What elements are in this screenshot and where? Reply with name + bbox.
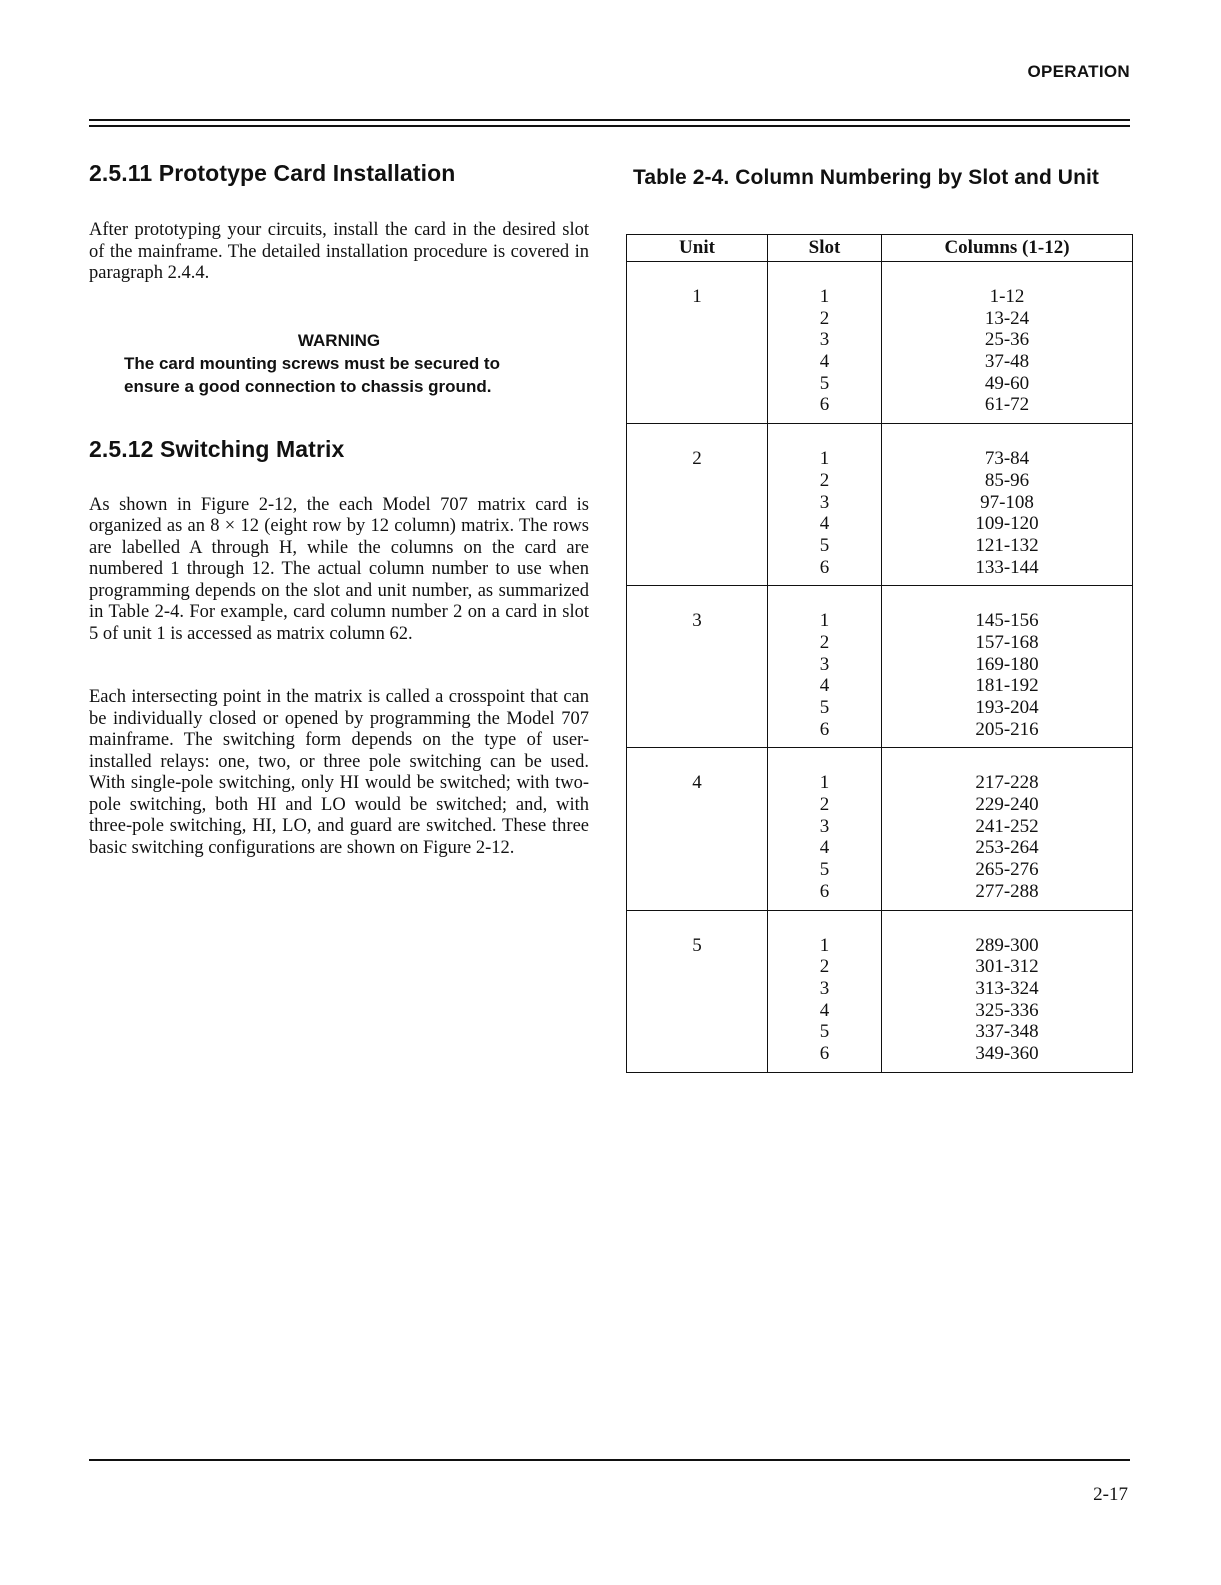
columns-cell bbox=[882, 262, 1133, 424]
paragraph-crosspoint: Each intersecting point in the matrix is called a crosspoint that can be individually closed or opened by programming the Model 707 mainframe. The switching form depends on the type of user-installed relays: one, two, or three pole switching can be used. With single-pole switching, only HI would be switched; with two-pole switching, both HI and LO would be switched; and, with three-pole switching, HI, LO, and guard are switched. These three basic switching configurations are shown on Figure 2-12. bbox=[89, 687, 589, 858]
table-row bbox=[627, 748, 1133, 910]
columns-cell bbox=[882, 586, 1133, 748]
section-title-prototype-card: 2.5.11 Prototype Card Installation bbox=[89, 160, 456, 186]
column-range-value: 37-48 bbox=[984, 351, 1030, 373]
table-body bbox=[627, 262, 1133, 1073]
table-row bbox=[627, 424, 1133, 586]
slot-value: 2 bbox=[819, 956, 830, 978]
slot-value: 4 bbox=[819, 351, 830, 373]
slot-value: 4 bbox=[819, 999, 830, 1021]
slot-value: 6 bbox=[819, 880, 830, 902]
slot-value: 5 bbox=[819, 697, 830, 718]
columns-cell bbox=[882, 748, 1133, 910]
column-range-value: 157-168 bbox=[975, 631, 1039, 653]
column-range-value: 277-288 bbox=[975, 880, 1039, 902]
slot-value: 4 bbox=[819, 675, 830, 697]
slot-value: 2 bbox=[819, 631, 830, 653]
slot-value: 5 bbox=[819, 1021, 830, 1043]
table-row bbox=[627, 910, 1133, 1072]
slot-value: 6 bbox=[819, 1042, 830, 1064]
slot-value: 5 bbox=[819, 372, 830, 394]
warning-title: WARNING bbox=[297, 330, 381, 350]
unit-cell bbox=[627, 586, 768, 748]
unit-cell bbox=[627, 424, 768, 586]
unit-cell bbox=[627, 748, 768, 910]
header-columns: Columns (1-12) bbox=[882, 235, 1133, 262]
column-range-value: 49-60 bbox=[984, 372, 1030, 394]
column-range-value: 265-276 bbox=[975, 859, 1039, 881]
slot-value: 5 bbox=[819, 534, 830, 556]
column-range-value: 85-96 bbox=[984, 469, 1030, 491]
warning-line-1: The card mounting screws must be secured to bbox=[124, 353, 500, 373]
columns-cell bbox=[882, 424, 1133, 586]
slot-value: 2 bbox=[819, 794, 830, 816]
column-range-value: 313-324 bbox=[975, 977, 1039, 999]
warning-line-2: ensure a good connection to chassis ground. bbox=[124, 376, 492, 396]
footer-rule bbox=[89, 1459, 1130, 1461]
slot-cell bbox=[768, 424, 882, 586]
slot-value: 3 bbox=[819, 653, 830, 675]
slot-value: 3 bbox=[819, 977, 830, 999]
paragraph-installation: After prototyping your circuits, install the card in the desired slot of the mainframe. The detailed installation procedure is covered in paragraph 2.4.4. bbox=[89, 220, 589, 283]
slot-value: 1 bbox=[819, 934, 830, 956]
table-header-row bbox=[627, 235, 1133, 262]
table-title: Table 2-4. Column Numbering by Slot and Unit bbox=[633, 166, 1100, 189]
column-range-value: 337-348 bbox=[975, 1021, 1039, 1043]
page-number: 2-17 bbox=[1093, 1484, 1128, 1505]
column-numbering-table-wrapper bbox=[626, 234, 1129, 1064]
table-row bbox=[627, 262, 1133, 424]
slot-value: 1 bbox=[819, 286, 830, 307]
column-range-value: 325-336 bbox=[975, 999, 1039, 1021]
column-range-value: 229-240 bbox=[975, 794, 1039, 816]
column-range-value: 241-252 bbox=[975, 815, 1039, 837]
left-column bbox=[89, 160, 589, 859]
slot-cell bbox=[768, 262, 882, 424]
column-range-value: 289-300 bbox=[975, 934, 1039, 956]
slot-value: 6 bbox=[819, 394, 830, 416]
column-range-value: 217-228 bbox=[975, 772, 1039, 794]
column-range-value: 121-132 bbox=[975, 534, 1039, 556]
column-range-value: 73-84 bbox=[984, 448, 1030, 470]
unit-value: 3 bbox=[692, 610, 702, 632]
slot-value: 6 bbox=[819, 718, 830, 740]
column-range-value: 253-264 bbox=[975, 837, 1039, 859]
unit-value: 5 bbox=[692, 934, 702, 956]
header-slot: Slot bbox=[768, 235, 882, 262]
slot-value: 4 bbox=[819, 513, 830, 535]
column-range-value: 133-144 bbox=[975, 556, 1039, 578]
slot-value: 5 bbox=[819, 859, 830, 881]
slot-value: 1 bbox=[819, 448, 830, 470]
table-row bbox=[627, 586, 1133, 748]
section-title-switching-matrix: 2.5.12 Switching Matrix bbox=[89, 435, 345, 462]
slot-cell bbox=[768, 910, 882, 1072]
slot-value: 6 bbox=[819, 556, 830, 578]
slot-value: 1 bbox=[819, 610, 830, 632]
columns-cell bbox=[882, 910, 1133, 1072]
header-unit: Unit bbox=[627, 235, 768, 262]
slot-value: 3 bbox=[819, 491, 830, 513]
column-range-value: 301-312 bbox=[975, 956, 1039, 978]
slot-value: 2 bbox=[819, 469, 830, 491]
column-range-value: 1-12 bbox=[989, 286, 1025, 307]
unit-cell bbox=[627, 910, 768, 1072]
column-range-value: 97-108 bbox=[980, 491, 1034, 513]
unit-value: 2 bbox=[692, 448, 702, 470]
slot-value: 1 bbox=[819, 772, 830, 794]
paragraph-matrix-organization: As shown in Figure 2-12, the each Model 707 matrix card is organized as an 8 × 12 (eight row by 12 column) matrix. The rows are labelled A through H, while the columns on the card are numbered 1 through 12. The actual column number to use when programming depends on the slot and unit number, as summarized in Table 2-4. For example, card column number 2 on a card in slot 5 of unit 1 is accessed as matrix column 62. bbox=[89, 494, 589, 644]
column-range-value: 169-180 bbox=[975, 653, 1039, 675]
column-range-value: 193-204 bbox=[975, 697, 1039, 718]
unit-cell bbox=[627, 262, 768, 424]
column-range-value: 349-360 bbox=[975, 1042, 1039, 1064]
warning-box bbox=[89, 329, 589, 398]
slot-value: 4 bbox=[819, 837, 830, 859]
column-numbering-table bbox=[626, 234, 1133, 1073]
unit-value: 4 bbox=[692, 772, 702, 794]
column-range-value: 61-72 bbox=[984, 394, 1030, 416]
column-range-value: 205-216 bbox=[975, 718, 1039, 740]
header-rule-top bbox=[89, 119, 1130, 121]
slot-value: 3 bbox=[819, 815, 830, 837]
column-range-value: 13-24 bbox=[984, 307, 1030, 329]
unit-value: 1 bbox=[692, 286, 702, 307]
column-range-value: 25-36 bbox=[984, 329, 1030, 351]
header-rule-bottom bbox=[89, 125, 1130, 127]
slot-value: 3 bbox=[819, 329, 830, 351]
column-range-value: 145-156 bbox=[975, 610, 1039, 632]
column-range-value: 181-192 bbox=[975, 675, 1039, 697]
slot-value: 2 bbox=[819, 307, 830, 329]
header-section-label: OPERATION bbox=[1027, 62, 1130, 81]
slot-cell bbox=[768, 748, 882, 910]
column-range-value: 109-120 bbox=[975, 513, 1039, 535]
slot-cell bbox=[768, 586, 882, 748]
